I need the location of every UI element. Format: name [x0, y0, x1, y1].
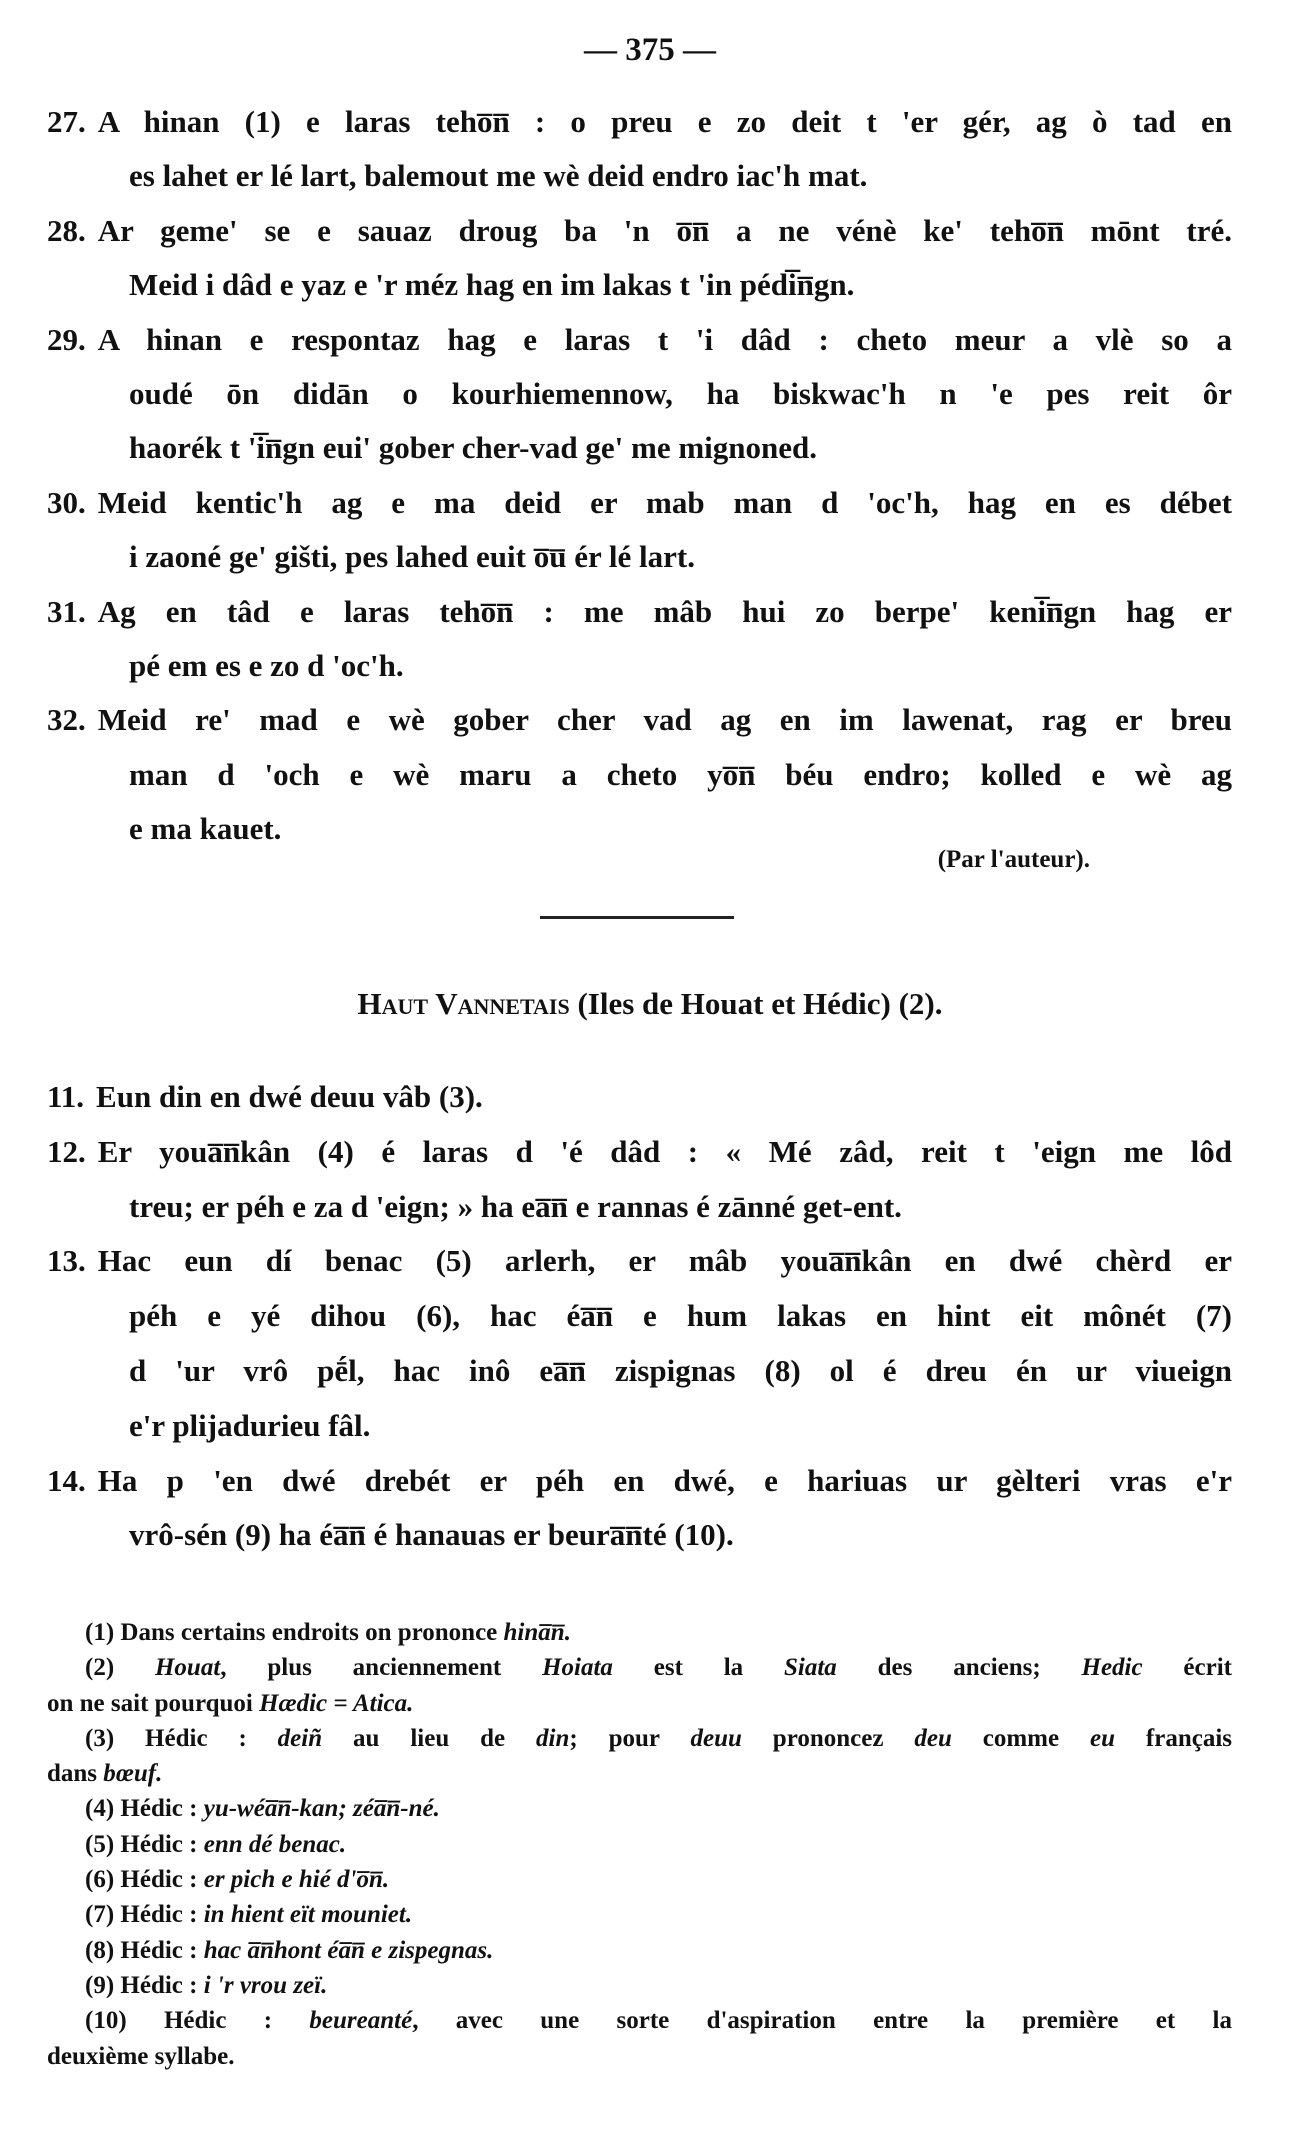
- paragraph-line: [47, 639, 1232, 693]
- line-text: d 'ur vrô pḗl, hac inô ea̅n̅ zispignas (8) ol é dreu én ur viueign: [129, 1352, 1232, 1388]
- footnote-text: deuxième syllabe.: [47, 2042, 235, 2070]
- footnote-text: est la: [612, 1654, 785, 1682]
- footnote-italic: Houat: [154, 1654, 221, 1682]
- paragraph-line: [47, 95, 1232, 149]
- footnote-italic: Hædic = Atica.: [259, 1689, 414, 1717]
- footnote-text: (2): [85, 1654, 155, 1682]
- footnote-line: [47, 2039, 1232, 2074]
- footnote-line: [47, 1650, 1232, 1685]
- line-text: haorék t 'i̅n̅gn eui' gober cher-vad ge' me mignoned.: [129, 430, 818, 466]
- paragraph-line: [47, 313, 1232, 367]
- paragraph-number: 11.: [47, 1079, 85, 1114]
- paragraph-number: 32.: [47, 702, 86, 738]
- paragraph-number: 27.: [47, 104, 86, 139]
- heading-rest: (Iles de Houat et Hédic) (2).: [569, 986, 943, 1021]
- footnote-italic: in hient eït mouniet.: [203, 1901, 413, 1929]
- footnote-italic: din: [536, 1724, 570, 1752]
- footnote-italic: deu: [914, 1724, 952, 1752]
- footnote-line: [47, 1968, 1232, 2003]
- footnote-text: (7) Hédic :: [85, 1901, 204, 1929]
- footnote-text: (5) Hédic :: [85, 1830, 204, 1858]
- footnote-text: (3) Hédic :: [85, 1724, 278, 1752]
- paragraph-number: 14.: [47, 1462, 86, 1498]
- page-number: — 375 —: [584, 32, 716, 68]
- line-text: A hinan (1) e laras teho̅n̅ : o preu e zo deit t 'er gér, ag ò tad en: [97, 104, 1232, 139]
- footnote-line: [47, 1827, 1232, 1862]
- line-text: pé em es e zo d 'oc'h.: [129, 648, 404, 684]
- paragraph-line: [47, 1344, 1232, 1399]
- paragraph-line: [47, 149, 1232, 203]
- footnote-text: (1) Dans certains endroits on prononce: [85, 1619, 504, 1646]
- footnote-line: [47, 2003, 1232, 2038]
- footnote-text: (8) Hédic :: [85, 1936, 204, 1964]
- footnote-text: (6) Hédic :: [85, 1866, 204, 1894]
- footnote-italic: eu: [1090, 1724, 1115, 1752]
- footnote-line: [47, 1686, 1232, 1721]
- footnote-italic: enn dé benac.: [203, 1830, 347, 1858]
- paragraph-line: [47, 204, 1232, 258]
- section-heading: [0, 986, 1300, 1022]
- line-text: man d 'och e wè maru a cheto yo̅n̅ béu endro; kolled e wè ag: [129, 756, 1232, 792]
- paragraph-number: 30.: [47, 484, 86, 520]
- paragraph-line: [47, 367, 1232, 421]
- line-text: Meid kentic'h ag e ma deid er mab man d 'oc'h, hag en es débet: [97, 484, 1232, 520]
- footnote-italic: hac a̅n̅hont éa̅n̅ e zispegnas.: [203, 1936, 494, 1964]
- paragraph-line: [47, 1234, 1232, 1289]
- paragraph-number: 31.: [47, 593, 86, 629]
- line-text: péh e yé dihou (6), hac éa̅n̅ e hum lakas en hint eit mônét (7): [129, 1298, 1232, 1334]
- paragraph-line: [47, 530, 1232, 584]
- line-text: vrô-sén (9) ha éa̅n̅ é hanauas er beura̅n̅té (10).: [129, 1517, 734, 1553]
- paragraph-line: [47, 476, 1232, 530]
- footnote-italic: bœuf.: [103, 1760, 163, 1788]
- footnote-line: [47, 1791, 1232, 1826]
- paragraph-number: 12.: [47, 1133, 86, 1169]
- line-text: Ag en tâd e laras teho̅n̅ : me mâb hui zo berpe' keni̅n̅gn hag er: [97, 593, 1232, 629]
- line-text: Hac eun dí benac (5) arlerh, er mâb youa̅n̅kân en dwé chèrd er: [97, 1243, 1232, 1279]
- section-breton-text: [47, 95, 1232, 857]
- paragraph-line: [47, 1180, 1232, 1235]
- line-text: Ar geme' se e sauaz droug ba 'n o̅n̅ a ne vénè ke' teho̅n̅ mōnt tré.: [97, 212, 1232, 248]
- paragraph-number: 28.: [47, 212, 86, 248]
- line-text: e ma kauet.: [129, 811, 282, 847]
- paragraph-line: [47, 1399, 1232, 1454]
- paragraph-line: [47, 1070, 1232, 1125]
- footnote-line: [47, 1897, 1232, 1932]
- line-text: treu; er péh e za d 'eign; » ha ea̅n̅ e rannas é zānné get-ent.: [129, 1188, 902, 1224]
- footnote-italic: Hedic: [1081, 1654, 1143, 1682]
- paragraph-line: [47, 1454, 1232, 1509]
- footnote-italic: yu-wéa̅n̅-kan; zéa̅n̅-né.: [203, 1795, 440, 1823]
- paragraph-line: [47, 585, 1232, 639]
- footnote-italic: Siata: [784, 1654, 837, 1682]
- footnote-italic: deuu: [690, 1724, 742, 1752]
- footnote-line: [47, 1933, 1232, 1968]
- line-text: Eun din en dwé deuu vâb (3).: [96, 1079, 483, 1114]
- footnote-text: (4) Hédic :: [85, 1795, 204, 1823]
- line-text: Ha p 'en dwé drebét er péh en dwé, e hariuas ur gèlteri vras e'r: [97, 1462, 1232, 1498]
- footnote-text: comme: [951, 1724, 1090, 1752]
- footnote-line: [47, 1721, 1232, 1756]
- paragraph-line: [47, 421, 1232, 475]
- footnote-text: , plus anciennement: [220, 1654, 543, 1682]
- footnote-italic: deiñ: [277, 1724, 323, 1752]
- footnote-line: [47, 1756, 1232, 1791]
- paragraph-line: [47, 693, 1232, 747]
- footnote-text: (10) Hédic :: [85, 2007, 310, 2035]
- paragraph-line: [47, 1125, 1232, 1180]
- footnote-text: des anciens;: [836, 1654, 1082, 1682]
- footnote-italic: er pich e hié d'o̅n̅.: [203, 1866, 390, 1894]
- line-text: Er youa̅n̅kân (4) é laras d 'é dâd : « Mé zâd, reit t 'eign me lôd: [97, 1133, 1232, 1169]
- paragraph-number: 29.: [47, 321, 86, 357]
- line-text: e'r plijadurieu fâl.: [129, 1407, 371, 1443]
- section-haut-vannetais: [47, 1070, 1232, 1563]
- footnote-italic: hina̅n̅.: [503, 1619, 571, 1646]
- footnotes: [47, 1615, 1232, 2074]
- line-text: Meid re' mad e wè gober cher vad ag en im lawenat, rag er breu: [97, 702, 1232, 738]
- footnote-line: [47, 1862, 1232, 1897]
- footnote-text: écrit: [1142, 1654, 1232, 1682]
- footnote-text: , avec une sorte d'aspiration entre la première et la: [412, 2007, 1232, 2035]
- footnote-text: prononcez: [741, 1724, 915, 1752]
- paragraph-line: [47, 1508, 1232, 1563]
- line-text: es lahet er lé lart, balemout me wè deid endro iac'h mat.: [129, 158, 868, 194]
- section-divider: [540, 916, 734, 919]
- footnote-text: au lieu de: [322, 1724, 537, 1752]
- paragraph-line: [47, 1289, 1232, 1344]
- paragraph-number: 13.: [47, 1243, 86, 1279]
- heading-smallcaps: Haut Vannetais: [357, 986, 570, 1021]
- line-text: oudé ōn didān o kourhiemennow, ha biskwac'h n 'e pes reit ôr: [129, 376, 1232, 412]
- footnote-text: ; pour: [569, 1724, 691, 1752]
- attribution: (Par l'auteur).: [937, 846, 1090, 873]
- paragraph-line: [47, 258, 1232, 312]
- paragraph-line: [47, 748, 1232, 802]
- footnote-text: dans: [47, 1760, 104, 1788]
- line-text: Meid i dâd e yaz e 'r méz hag en im lakas t 'in pédi̅n̅gn.: [129, 267, 855, 303]
- footnote-italic: beureanté: [309, 2007, 413, 2035]
- footnote-text: on ne sait pourquoi: [47, 1689, 260, 1717]
- footnote-line: [47, 1615, 1232, 1650]
- footnote-text: français: [1115, 1724, 1232, 1752]
- line-text: A hinan e respontaz hag e laras t 'i dâd : cheto meur a vlè so a: [97, 321, 1232, 357]
- footnote-italic: i 'r vrou zeï.: [203, 1971, 328, 1999]
- line-text: i zaoné ge' gišti, pes lahed euit o̅u̅ ér lé lart.: [129, 539, 695, 575]
- footnote-italic: Hoiata: [542, 1654, 613, 1682]
- footnote-text: (9) Hédic :: [85, 1971, 204, 1999]
